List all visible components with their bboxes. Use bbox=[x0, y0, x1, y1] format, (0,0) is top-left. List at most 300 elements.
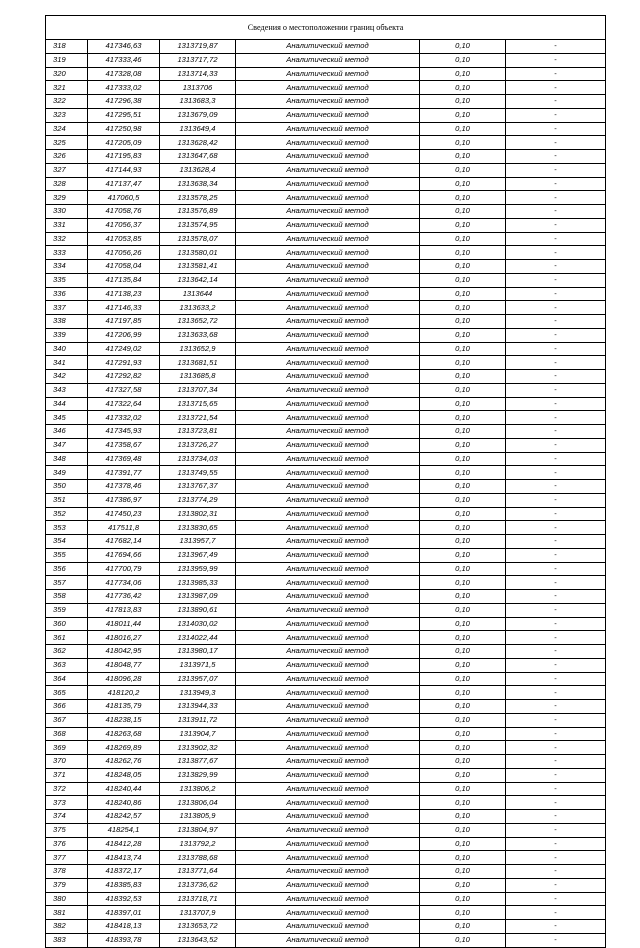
point-number-cell: 338 bbox=[46, 315, 88, 329]
point-number-cell: 375 bbox=[46, 823, 88, 837]
coord-x-cell: 417146,33 bbox=[88, 301, 160, 315]
method-cell: Аналитический метод bbox=[236, 315, 420, 329]
coord-y-cell: 1314022,44 bbox=[160, 631, 236, 645]
precision-cell: 0,10 bbox=[420, 452, 506, 466]
description-cell: - bbox=[506, 328, 606, 342]
coord-x-cell: 417060,5 bbox=[88, 191, 160, 205]
coord-y-cell: 1313574,95 bbox=[160, 218, 236, 232]
precision-cell: 0,10 bbox=[420, 383, 506, 397]
precision-cell: 0,10 bbox=[420, 782, 506, 796]
table-row bbox=[46, 397, 606, 411]
table-row bbox=[46, 851, 606, 865]
point-number-cell: 325 bbox=[46, 136, 88, 150]
coord-y-cell: 1313715,65 bbox=[160, 397, 236, 411]
table-row bbox=[46, 315, 606, 329]
precision-cell: 0,10 bbox=[420, 727, 506, 741]
coord-y-cell: 1313944,33 bbox=[160, 700, 236, 714]
precision-cell: 0,10 bbox=[420, 631, 506, 645]
precision-cell: 0,10 bbox=[420, 658, 506, 672]
point-number-cell: 364 bbox=[46, 672, 88, 686]
method-cell: Аналитический метод bbox=[236, 191, 420, 205]
coord-x-cell: 417736,42 bbox=[88, 590, 160, 604]
description-cell: - bbox=[506, 658, 606, 672]
precision-cell: 0,10 bbox=[420, 191, 506, 205]
coord-y-cell: 1313902,32 bbox=[160, 741, 236, 755]
description-cell: - bbox=[506, 356, 606, 370]
method-cell: Аналитический метод bbox=[236, 837, 420, 851]
method-cell: Аналитический метод bbox=[236, 617, 420, 631]
point-number-cell: 370 bbox=[46, 755, 88, 769]
point-number-cell: 376 bbox=[46, 837, 88, 851]
coord-x-cell: 417346,63 bbox=[88, 40, 160, 54]
point-number-cell: 331 bbox=[46, 218, 88, 232]
point-number-cell: 366 bbox=[46, 700, 88, 714]
precision-cell: 0,10 bbox=[420, 342, 506, 356]
table-row bbox=[46, 837, 606, 851]
method-cell: Аналитический метод bbox=[236, 122, 420, 136]
coord-y-cell: 1313647,68 bbox=[160, 150, 236, 164]
coord-x-cell: 418242,57 bbox=[88, 810, 160, 824]
method-cell: Аналитический метод bbox=[236, 741, 420, 755]
coord-x-cell: 417700,79 bbox=[88, 562, 160, 576]
table-row bbox=[46, 356, 606, 370]
coord-x-cell: 417138,23 bbox=[88, 287, 160, 301]
table-row bbox=[46, 878, 606, 892]
boundary-table bbox=[45, 15, 606, 948]
method-cell: Аналитический метод bbox=[236, 727, 420, 741]
table-row bbox=[46, 81, 606, 95]
precision-cell: 0,10 bbox=[420, 232, 506, 246]
precision-cell: 0,10 bbox=[420, 163, 506, 177]
coord-y-cell: 1313706 bbox=[160, 81, 236, 95]
description-cell: - bbox=[506, 810, 606, 824]
method-cell: Аналитический метод bbox=[236, 645, 420, 659]
table-row bbox=[46, 136, 606, 150]
coord-y-cell: 1313719,87 bbox=[160, 40, 236, 54]
coord-x-cell: 417391,77 bbox=[88, 466, 160, 480]
method-cell: Аналитический метод bbox=[236, 370, 420, 384]
table-row bbox=[46, 562, 606, 576]
coord-y-cell: 1313806,04 bbox=[160, 796, 236, 810]
coord-x-cell: 417450,23 bbox=[88, 507, 160, 521]
coord-x-cell: 417144,93 bbox=[88, 163, 160, 177]
coord-x-cell: 417296,38 bbox=[88, 95, 160, 109]
method-cell: Аналитический метод bbox=[236, 603, 420, 617]
coord-x-cell: 418372,17 bbox=[88, 865, 160, 879]
coord-y-cell: 1313805,9 bbox=[160, 810, 236, 824]
point-number-cell: 355 bbox=[46, 548, 88, 562]
point-number-cell: 380 bbox=[46, 892, 88, 906]
point-number-cell: 359 bbox=[46, 603, 88, 617]
coord-y-cell: 1314030,02 bbox=[160, 617, 236, 631]
description-cell: - bbox=[506, 686, 606, 700]
method-cell: Аналитический метод bbox=[236, 755, 420, 769]
precision-cell: 0,10 bbox=[420, 67, 506, 81]
table-title: Сведения о местоположении границ объекта bbox=[46, 16, 606, 40]
point-number-cell: 345 bbox=[46, 411, 88, 425]
coord-x-cell: 417137,47 bbox=[88, 177, 160, 191]
description-cell: - bbox=[506, 672, 606, 686]
description-cell: - bbox=[506, 796, 606, 810]
point-number-cell: 351 bbox=[46, 493, 88, 507]
point-number-cell: 362 bbox=[46, 645, 88, 659]
description-cell: - bbox=[506, 603, 606, 617]
point-number-cell: 346 bbox=[46, 425, 88, 439]
point-number-cell: 377 bbox=[46, 851, 88, 865]
coord-x-cell: 418240,44 bbox=[88, 782, 160, 796]
precision-cell: 0,10 bbox=[420, 590, 506, 604]
description-cell: - bbox=[506, 837, 606, 851]
point-number-cell: 320 bbox=[46, 67, 88, 81]
coord-x-cell: 417345,93 bbox=[88, 425, 160, 439]
coord-x-cell: 417694,66 bbox=[88, 548, 160, 562]
coord-y-cell: 1313949,3 bbox=[160, 686, 236, 700]
precision-cell: 0,10 bbox=[420, 273, 506, 287]
precision-cell: 0,10 bbox=[420, 287, 506, 301]
precision-cell: 0,10 bbox=[420, 108, 506, 122]
table-row bbox=[46, 301, 606, 315]
description-cell: - bbox=[506, 727, 606, 741]
coord-y-cell: 1313877,67 bbox=[160, 755, 236, 769]
method-cell: Аналитический метод bbox=[236, 205, 420, 219]
method-cell: Аналитический метод bbox=[236, 521, 420, 535]
method-cell: Аналитический метод bbox=[236, 108, 420, 122]
precision-cell: 0,10 bbox=[420, 507, 506, 521]
point-number-cell: 353 bbox=[46, 521, 88, 535]
description-cell: - bbox=[506, 95, 606, 109]
point-number-cell: 321 bbox=[46, 81, 88, 95]
point-number-cell: 357 bbox=[46, 576, 88, 590]
precision-cell: 0,10 bbox=[420, 865, 506, 879]
coord-y-cell: 1313749,55 bbox=[160, 466, 236, 480]
precision-cell: 0,10 bbox=[420, 768, 506, 782]
coord-x-cell: 418393,78 bbox=[88, 933, 160, 947]
coord-y-cell: 1313633,68 bbox=[160, 328, 236, 342]
coord-x-cell: 417250,98 bbox=[88, 122, 160, 136]
table-row bbox=[46, 672, 606, 686]
table-row bbox=[46, 108, 606, 122]
description-cell: - bbox=[506, 906, 606, 920]
precision-cell: 0,10 bbox=[420, 933, 506, 947]
precision-cell: 0,10 bbox=[420, 411, 506, 425]
coord-x-cell: 417058,76 bbox=[88, 205, 160, 219]
precision-cell: 0,10 bbox=[420, 136, 506, 150]
description-cell: - bbox=[506, 218, 606, 232]
description-cell: - bbox=[506, 631, 606, 645]
point-number-cell: 348 bbox=[46, 452, 88, 466]
point-number-cell: 340 bbox=[46, 342, 88, 356]
method-cell: Аналитический метод bbox=[236, 933, 420, 947]
coord-y-cell: 1313707,9 bbox=[160, 906, 236, 920]
method-cell: Аналитический метод bbox=[236, 411, 420, 425]
coord-x-cell: 418042,95 bbox=[88, 645, 160, 659]
method-cell: Аналитический метод bbox=[236, 548, 420, 562]
coord-x-cell: 418120,2 bbox=[88, 686, 160, 700]
precision-cell: 0,10 bbox=[420, 755, 506, 769]
table-row bbox=[46, 246, 606, 260]
point-number-cell: 324 bbox=[46, 122, 88, 136]
method-cell: Аналитический метод bbox=[236, 40, 420, 54]
point-number-cell: 334 bbox=[46, 260, 88, 274]
coord-x-cell: 417291,93 bbox=[88, 356, 160, 370]
description-cell: - bbox=[506, 878, 606, 892]
table-row bbox=[46, 122, 606, 136]
method-cell: Аналитический метод bbox=[236, 672, 420, 686]
precision-cell: 0,10 bbox=[420, 480, 506, 494]
table-row bbox=[46, 466, 606, 480]
description-cell: - bbox=[506, 562, 606, 576]
description-cell: - bbox=[506, 150, 606, 164]
coord-y-cell: 1313578,07 bbox=[160, 232, 236, 246]
point-number-cell: 367 bbox=[46, 713, 88, 727]
coord-x-cell: 417682,14 bbox=[88, 535, 160, 549]
method-cell: Аналитический метод bbox=[236, 590, 420, 604]
coord-x-cell: 418240,86 bbox=[88, 796, 160, 810]
method-cell: Аналитический метод bbox=[236, 342, 420, 356]
coord-x-cell: 418263,68 bbox=[88, 727, 160, 741]
table-row bbox=[46, 205, 606, 219]
point-number-cell: 339 bbox=[46, 328, 88, 342]
table-row bbox=[46, 480, 606, 494]
table-row bbox=[46, 892, 606, 906]
method-cell: Аналитический метод bbox=[236, 493, 420, 507]
coord-y-cell: 1313643,52 bbox=[160, 933, 236, 947]
method-cell: Аналитический метод bbox=[236, 425, 420, 439]
coord-y-cell: 1313774,29 bbox=[160, 493, 236, 507]
point-number-cell: 322 bbox=[46, 95, 88, 109]
coord-y-cell: 1313679,09 bbox=[160, 108, 236, 122]
coord-x-cell: 417386,97 bbox=[88, 493, 160, 507]
method-cell: Аналитический метод bbox=[236, 81, 420, 95]
description-cell: - bbox=[506, 53, 606, 67]
table-row bbox=[46, 452, 606, 466]
coord-x-cell: 417813,83 bbox=[88, 603, 160, 617]
coord-x-cell: 418254,1 bbox=[88, 823, 160, 837]
point-number-cell: 383 bbox=[46, 933, 88, 947]
coord-y-cell: 1313771,64 bbox=[160, 865, 236, 879]
table-row bbox=[46, 425, 606, 439]
method-cell: Аналитический метод bbox=[236, 906, 420, 920]
point-number-cell: 343 bbox=[46, 383, 88, 397]
coord-x-cell: 417135,84 bbox=[88, 273, 160, 287]
method-cell: Аналитический метод bbox=[236, 356, 420, 370]
precision-cell: 0,10 bbox=[420, 425, 506, 439]
method-cell: Аналитический метод bbox=[236, 383, 420, 397]
point-number-cell: 373 bbox=[46, 796, 88, 810]
coord-y-cell: 1313652,72 bbox=[160, 315, 236, 329]
description-cell: - bbox=[506, 273, 606, 287]
description-cell: - bbox=[506, 507, 606, 521]
table-row bbox=[46, 810, 606, 824]
coord-y-cell: 1313644 bbox=[160, 287, 236, 301]
description-cell: - bbox=[506, 205, 606, 219]
coord-x-cell: 417328,08 bbox=[88, 67, 160, 81]
coord-y-cell: 1313726,27 bbox=[160, 438, 236, 452]
description-cell: - bbox=[506, 177, 606, 191]
table-row bbox=[46, 438, 606, 452]
method-cell: Аналитический метод bbox=[236, 878, 420, 892]
coord-y-cell: 1313736,62 bbox=[160, 878, 236, 892]
method-cell: Аналитический метод bbox=[236, 865, 420, 879]
table-row bbox=[46, 686, 606, 700]
precision-cell: 0,10 bbox=[420, 920, 506, 934]
coord-y-cell: 1313642,14 bbox=[160, 273, 236, 287]
method-cell: Аналитический метод bbox=[236, 796, 420, 810]
coord-x-cell: 418392,53 bbox=[88, 892, 160, 906]
coord-y-cell: 1313980,17 bbox=[160, 645, 236, 659]
point-number-cell: 341 bbox=[46, 356, 88, 370]
table-row bbox=[46, 906, 606, 920]
coord-x-cell: 417205,09 bbox=[88, 136, 160, 150]
method-cell: Аналитический метод bbox=[236, 260, 420, 274]
precision-cell: 0,10 bbox=[420, 260, 506, 274]
coord-x-cell: 417195,83 bbox=[88, 150, 160, 164]
table-row bbox=[46, 342, 606, 356]
coord-y-cell: 1313683,3 bbox=[160, 95, 236, 109]
table-row bbox=[46, 768, 606, 782]
coord-y-cell: 1313633,2 bbox=[160, 301, 236, 315]
table-row bbox=[46, 865, 606, 879]
method-cell: Аналитический метод bbox=[236, 95, 420, 109]
coord-x-cell: 418412,28 bbox=[88, 837, 160, 851]
description-cell: - bbox=[506, 438, 606, 452]
coord-y-cell: 1313987,09 bbox=[160, 590, 236, 604]
method-cell: Аналитический метод bbox=[236, 163, 420, 177]
description-cell: - bbox=[506, 40, 606, 54]
point-number-cell: 333 bbox=[46, 246, 88, 260]
point-number-cell: 363 bbox=[46, 658, 88, 672]
table-row bbox=[46, 590, 606, 604]
method-cell: Аналитический метод bbox=[236, 631, 420, 645]
coord-y-cell: 1313830,65 bbox=[160, 521, 236, 535]
coord-x-cell: 418135,79 bbox=[88, 700, 160, 714]
point-number-cell: 329 bbox=[46, 191, 88, 205]
table-row bbox=[46, 521, 606, 535]
table-row bbox=[46, 273, 606, 287]
table-row bbox=[46, 53, 606, 67]
method-cell: Аналитический метод bbox=[236, 246, 420, 260]
description-cell: - bbox=[506, 755, 606, 769]
coord-x-cell: 417053,85 bbox=[88, 232, 160, 246]
point-number-cell: 318 bbox=[46, 40, 88, 54]
coord-x-cell: 418269,89 bbox=[88, 741, 160, 755]
description-cell: - bbox=[506, 480, 606, 494]
description-cell: - bbox=[506, 851, 606, 865]
coord-x-cell: 418096,28 bbox=[88, 672, 160, 686]
precision-cell: 0,10 bbox=[420, 700, 506, 714]
method-cell: Аналитический метод bbox=[236, 892, 420, 906]
description-cell: - bbox=[506, 397, 606, 411]
precision-cell: 0,10 bbox=[420, 535, 506, 549]
table-row bbox=[46, 383, 606, 397]
point-number-cell: 360 bbox=[46, 617, 88, 631]
coord-x-cell: 418262,76 bbox=[88, 755, 160, 769]
table-body bbox=[46, 40, 606, 948]
precision-cell: 0,10 bbox=[420, 878, 506, 892]
point-number-cell: 371 bbox=[46, 768, 88, 782]
coord-y-cell: 1313628,4 bbox=[160, 163, 236, 177]
precision-cell: 0,10 bbox=[420, 562, 506, 576]
description-cell: - bbox=[506, 493, 606, 507]
table-row bbox=[46, 177, 606, 191]
coord-y-cell: 1313576,89 bbox=[160, 205, 236, 219]
table-row bbox=[46, 232, 606, 246]
method-cell: Аналитический метод bbox=[236, 823, 420, 837]
precision-cell: 0,10 bbox=[420, 397, 506, 411]
method-cell: Аналитический метод bbox=[236, 576, 420, 590]
point-number-cell: 347 bbox=[46, 438, 88, 452]
precision-cell: 0,10 bbox=[420, 837, 506, 851]
description-cell: - bbox=[506, 617, 606, 631]
coord-y-cell: 1313581,41 bbox=[160, 260, 236, 274]
table-row bbox=[46, 755, 606, 769]
precision-cell: 0,10 bbox=[420, 53, 506, 67]
table-row bbox=[46, 535, 606, 549]
method-cell: Аналитический метод bbox=[236, 768, 420, 782]
table-row bbox=[46, 95, 606, 109]
description-cell: - bbox=[506, 865, 606, 879]
table-row bbox=[46, 658, 606, 672]
point-number-cell: 344 bbox=[46, 397, 88, 411]
coord-x-cell: 418397,01 bbox=[88, 906, 160, 920]
precision-cell: 0,10 bbox=[420, 741, 506, 755]
table-row bbox=[46, 631, 606, 645]
precision-cell: 0,10 bbox=[420, 205, 506, 219]
point-number-cell: 328 bbox=[46, 177, 88, 191]
coord-y-cell: 1313717,72 bbox=[160, 53, 236, 67]
description-cell: - bbox=[506, 535, 606, 549]
coord-y-cell: 1313904,7 bbox=[160, 727, 236, 741]
coord-y-cell: 1313649,4 bbox=[160, 122, 236, 136]
description-cell: - bbox=[506, 260, 606, 274]
coord-y-cell: 1313714,33 bbox=[160, 67, 236, 81]
description-cell: - bbox=[506, 645, 606, 659]
table-row bbox=[46, 548, 606, 562]
table-row bbox=[46, 260, 606, 274]
coord-x-cell: 418385,83 bbox=[88, 878, 160, 892]
table-row bbox=[46, 617, 606, 631]
method-cell: Аналитический метод bbox=[236, 438, 420, 452]
method-cell: Аналитический метод bbox=[236, 713, 420, 727]
precision-cell: 0,10 bbox=[420, 493, 506, 507]
description-cell: - bbox=[506, 576, 606, 590]
precision-cell: 0,10 bbox=[420, 686, 506, 700]
table-row bbox=[46, 796, 606, 810]
coord-x-cell: 417333,02 bbox=[88, 81, 160, 95]
coord-y-cell: 1313707,34 bbox=[160, 383, 236, 397]
table-row bbox=[46, 507, 606, 521]
method-cell: Аналитический метод bbox=[236, 53, 420, 67]
description-cell: - bbox=[506, 81, 606, 95]
precision-cell: 0,10 bbox=[420, 617, 506, 631]
point-number-cell: 332 bbox=[46, 232, 88, 246]
description-cell: - bbox=[506, 741, 606, 755]
coord-x-cell: 418418,13 bbox=[88, 920, 160, 934]
method-cell: Аналитический метод bbox=[236, 480, 420, 494]
description-cell: - bbox=[506, 892, 606, 906]
precision-cell: 0,10 bbox=[420, 81, 506, 95]
description-cell: - bbox=[506, 700, 606, 714]
coord-x-cell: 417056,37 bbox=[88, 218, 160, 232]
point-number-cell: 379 bbox=[46, 878, 88, 892]
coord-y-cell: 1313734,03 bbox=[160, 452, 236, 466]
method-cell: Аналитический метод bbox=[236, 851, 420, 865]
method-cell: Аналитический метод bbox=[236, 150, 420, 164]
table-row bbox=[46, 163, 606, 177]
precision-cell: 0,10 bbox=[420, 95, 506, 109]
boundary-document bbox=[45, 15, 605, 948]
coord-x-cell: 417249,02 bbox=[88, 342, 160, 356]
